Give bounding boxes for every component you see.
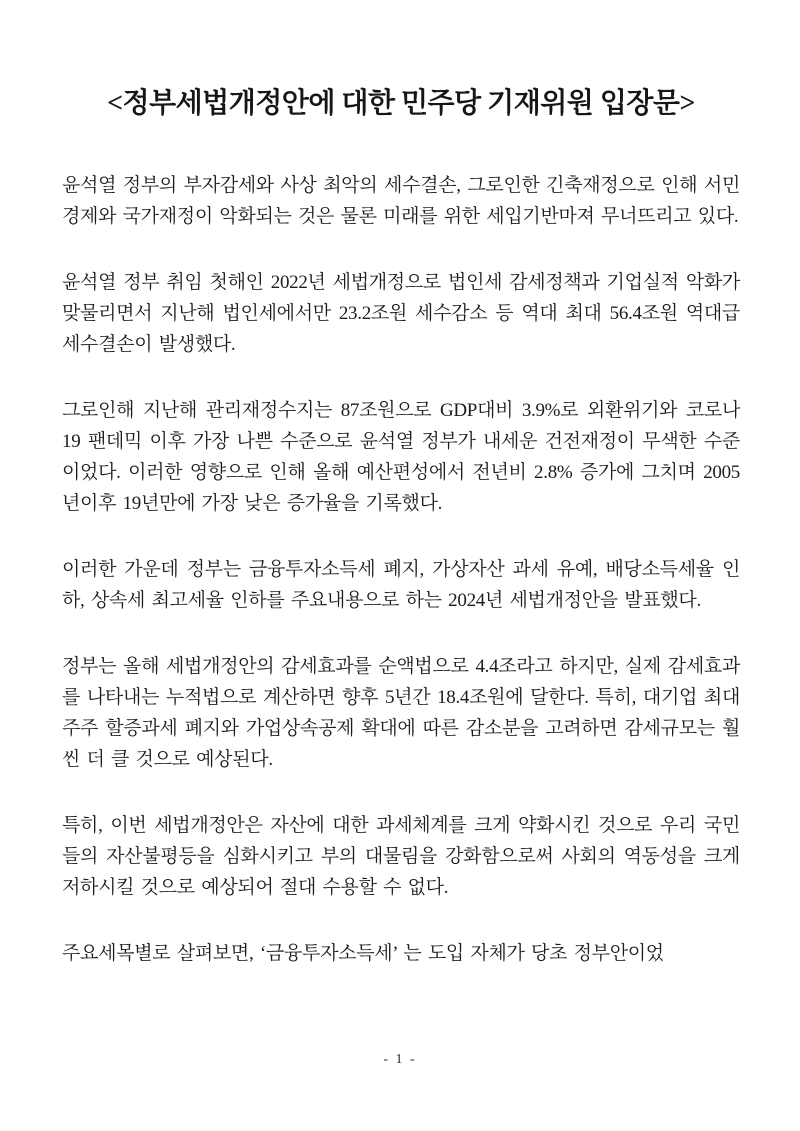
paragraph-6: 특히, 이번 세법개정안은 자산에 대한 과세체계를 크게 약화시킨 것으로 우리 국민들의 자산불평등을 심화시키고 부의 대물림을 강화함으로써 사회의 역동성을 크게 저하시킬 것으로 예상되어 절대 수용할 수 없다. bbox=[62, 815, 740, 898]
page-number: - 1 - bbox=[383, 1052, 417, 1067]
paragraph-2: 윤석열 정부 취임 첫해인 2022년 세법개정으로 법인세 감세정책과 기업실적 악화가 맞물리면서 지난해 법인세에서만 23.2조원 세수감소 등 역대 최대 56.4조원 역대급 세수결손이 발생했다. bbox=[62, 272, 740, 355]
paragraph-3: 그로인해 지난해 관리재정수지는 87조원으로 GDP대비 3.9%로 외환위기와 코로나19 팬데믹 이후 가장 나쁜 수준으로 윤석열 정부가 내세운 건전재정이 무색한 수준이었다. 이러한 영향으로 인해 올해 예산편성에서 전년비 2.8% 증가에 그치며 2005년이후 19년만에 가장 낮은 증가율을 기록했다. bbox=[62, 400, 740, 514]
paragraph-1: 윤석열 정부의 부자감세와 사상 최악의 세수결손, 그로인한 긴축재정으로 인해 서민경제와 국가재정이 악화되는 것은 물론 미래를 위한 세입기반마져 무너뜨리고 있다. bbox=[62, 175, 740, 227]
paragraph-5: 정부는 올해 세법개정안의 감세효과를 순액법으로 4.4조라고 하지만, 실제 감세효과를 나타내는 누적법으로 계산하면 향후 5년간 18.4조원에 달한다. 특히, 대기업 최대주주 할증과세 폐지와 가업상속공제 확대에 따른 감소분을 고려하면 감세규모는 훨씬 더 클 것으로 예상된다. bbox=[62, 656, 740, 770]
page-title: <정부세법개정안에 대한 민주당 기재위원 입장문> bbox=[107, 88, 695, 119]
paragraph-4: 이러한 가운데 정부는 금융투자소득세 폐지, 가상자산 과세 유예, 배당소득세율 인하, 상속세 최고세율 인하를 주요내용으로 하는 2024년 세법개정안을 발표했다. bbox=[62, 559, 740, 611]
paragraph-7: 주요세목별로 살펴보면, ‘금융투자소득세’ 는 도입 자체가 당초 정부안이었 bbox=[62, 943, 664, 964]
